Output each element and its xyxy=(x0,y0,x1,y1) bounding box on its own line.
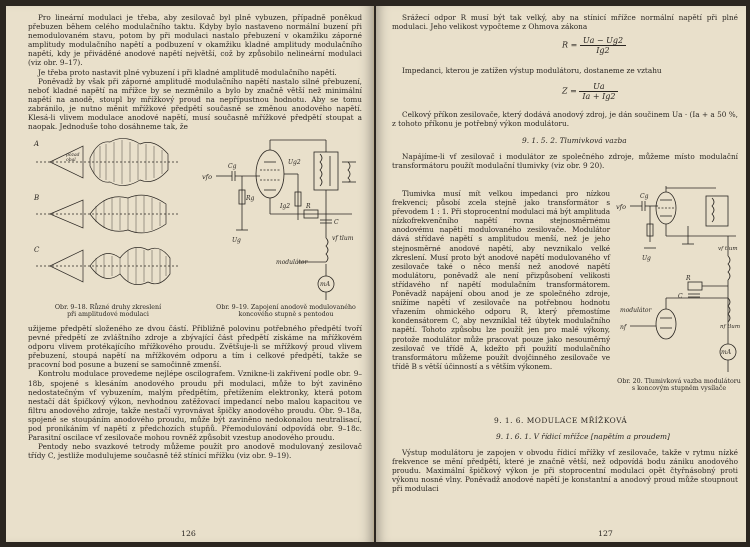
section-heading: 9. 1. 6. 1. V řídicí mřížce [napětím a proudem] xyxy=(496,432,670,441)
label-cg: Cg xyxy=(228,163,237,170)
fig-label-c: C xyxy=(34,246,40,254)
label-ma: mA xyxy=(721,349,732,356)
page-number: 127 xyxy=(598,529,613,538)
label-ig2: Ig2 xyxy=(280,203,291,210)
left-text-bottom xyxy=(28,324,362,460)
fig-label-b: B xyxy=(34,194,40,202)
left-page xyxy=(6,6,374,542)
right-intro: Srážecí odpor R musí být tak velký, aby na stínicí mřížce normální napětí při plné modulaci. Jeho velikost vypočteme z Ohmova zákona xyxy=(392,13,738,32)
fig-annotation: pozad xyxy=(66,153,80,158)
label-vf-tlum: vf tlum xyxy=(718,246,738,252)
right-power: Celkový příkon zesilovače, který dodává anodový zdroj, je dán součinem Ua · (Ia + a 50 %, z tohoto příkonu je potřebný výkon modulátoru. xyxy=(392,110,738,129)
label-vf-tlum: vf tlum xyxy=(332,235,354,242)
label-c: C xyxy=(678,293,683,300)
label-ug: Ug xyxy=(232,237,241,244)
label-vfo: vfo xyxy=(616,203,626,211)
fig-annotation: obal xyxy=(66,158,76,163)
paragraph: Pro lineární modulaci je třeba, aby zesilovač byl plně vybuzen, případně poněkud přebuzen během celého modulačního taktu. Kdyby bylo nastaveno normální buzení při nemodulovaném stavu, potom by při modulaci nastalo přebuzení v okamžiku záporné amplitudy modulačního napětí a podbuzení v okamžiku kladné amplitudy modulačního napětí, kdy je přiváděné anodové napětí největší, což by způsobilo nelineární modulaci (viz obr. 9–17). xyxy=(28,13,362,68)
paragraph: Kontrolu modulace provedeme nejlépe oscilografem. Vznikne-li zakřivení podle obr. 9–18b, spojené s klesáním anodového proudu při modulaci, může to být zaviněno nedostatečným vf vybuzením, malým předpětím, přetížením elektronky, která potom nestačí dát špičkový výkon, nevhodnou zatěžovací impedancí nebo malou kapacitou ve filtru anodového zdroje, takže nestačí vyrovnávat špičky anodového proudu. Obr. 9–18a, spojené se stoupáním anodového proudu, může být zaviněno nedokonalou neutralisací, pod pronikáním vf napětí z předchozích stupňů. Přemodulování odpovídá obr. 9–18c. Parasitní oscilace vf zesilovače mohou rovněž způsobit vzestup anodového proudu. xyxy=(28,369,362,443)
paragraph: užijeme předpětí složeného ze dvou částí. Přibližně polovinu potřebného předpětí tvoří pevné předpětí ze zvláštního zdroje a zbývající část předpětí získáme na mřížkovém odporu vlivem protékajícího mřížkového proudu. Zvětšuje-li se mřížkový proud vlivem přebuzení, stoupá napětí na mřížkovém odporu a tím i celkové předpětí, takže se pracovní bod posune a buzení se samočinně zmenší. xyxy=(28,324,362,370)
paragraph: Poněvadž by však při záporné amplitudě modulačního napětí nastalo silné přebuzení, neboť kladné napětí na mřížce by se nezměnilo a bylo by značně větší než minimální napětí na anodě, stoupl by mřížkový proud na nepřípustnou hodnotu. Aby se tomu zabránilo, je nutno měnit mřížkové předpětí současně se změnou anodového napětí. Klesá-li vlivem modulace anodové napětí, musí současně mřížkové předpětí stoupat a naopak. Jednoduše toho dosáhneme tak, že xyxy=(28,76,362,132)
right-text-bottom: Výstup modulátoru je zapojen v obvodu řídicí mřížky vf zesilovače, takže v rytmu nízké frekvence se mění předpětí, které je značně větší, než odpovídá bodu zániku anodového proudu. Maximální špičkový výkon je při stoprocentní modulaci opět čtyřnásobný proti výkonu nosné vlny. Poněvadž anodové napětí je konstantní a anodový proud může stoupnout při modulaci xyxy=(392,448,738,494)
figure-9-19 xyxy=(202,134,370,304)
label-ug2: Ug2 xyxy=(288,159,301,166)
paragraph: Pentody nebo svazkové tetrody můžeme použít pro anodově modulovaný zesilovač třídy C, jestliže modulujeme současně též stínicí mřížku (viz obr. 9–19). xyxy=(28,442,362,461)
figure-9-18 xyxy=(28,134,183,302)
label-nf: nf xyxy=(620,324,627,331)
label-ug: Ug xyxy=(642,255,651,262)
label-modulator: modulátor xyxy=(276,259,308,266)
right-tlum-column: Tlumivka musí mít velkou impedanci pro nízkou frekvenci; působí zcela stejně jako transformátor s převodem 1 : 1. Při stoprocentní modulaci má být amplituda nízkofrekvenčního napětí rovna stejnosměrnému anodovému napětí modulovaného zesilovače. Modulátor dává střídavé napětí s amplitudou menší, než je jeho stejnosměrné anodové napětí, aby nevznikalo velké zkreslení. Musí proto být anodové napětí modulovaného vf zesilovače také o něco menší než anodové napětí modulátoru, poněvadž ale není přizpůsobení velikosti střídavého nf napětí modulačním transformátorem. Poněvadž napájení obou anod je ze společného zdroje, snížíme napětí vf zesilovače na potřebnou hodnotu vřazením ohmického odporu R, který přemostíme kondensátorem C, aby nevzniklal též úbytek modulačního napětí. Tohoto způsobu lze použít jen pro malé výkony, protože modulátor může pracovat pouze jako nesouměrný zesilovač ve třídě A, kdežto při použití modulačního transformátoru můžeme použít dvojčinného zesilovače ve třídě B s větší účinností a s větším výkonem. xyxy=(392,189,610,371)
label-rg: Rg xyxy=(246,195,255,202)
right-tlum-intro: Napájíme-li vf zesilovač i modulátor ze společného zdroje, můžeme místo modulační transformátoru použít modulační tlumivky (viz obr. 9 20). xyxy=(392,152,738,171)
label-vfo: vfo xyxy=(202,173,212,181)
label-cg: Cg xyxy=(640,193,649,200)
left-text-top xyxy=(28,13,362,131)
figure-caption-9-18: Obr. 9–18. Různé druhy zkreslení při amplitudové modulaci xyxy=(54,304,162,319)
paragraph: Je třeba proto nastavit plné vybuzení i při kladné amplitudě modulačního napětí. xyxy=(38,67,337,77)
figure-caption-9-19: Obr. 9–19. Zapojení anodově modulovaného koncového stupně s pentodou xyxy=(216,304,356,319)
right-page xyxy=(376,6,746,542)
fig-label-a: A xyxy=(34,140,40,148)
label-r: R xyxy=(686,275,691,282)
label-r: R xyxy=(306,203,311,210)
section-heading: 9. 1. 5. 2. Tlumivková vazba xyxy=(522,136,627,145)
figure-9-20 xyxy=(616,186,742,376)
section-heading: 9. 1. 6. MODULACE MŘÍŽKOVÁ xyxy=(494,416,628,425)
label-c: C xyxy=(334,219,339,226)
label-nf-tlum: nf tlum xyxy=(720,324,741,330)
right-mid: Impedanci, kterou je zatížen výstup modulátoru, dostaneme ze vztahu xyxy=(402,66,662,75)
formula-r: R = $\frac{Ua - Ug2}{Ig2}$ xyxy=(562,36,626,55)
formula-z: Z = $\frac{Ua}{Ia + Ig2}$ xyxy=(562,82,618,101)
label-modulator: modulátor xyxy=(620,307,652,314)
page-number: 126 xyxy=(181,529,196,538)
figure-caption-9-20: Obr. 20. Tlumivková vazba modulátoru s koncovým stupněm vysílače xyxy=(617,378,741,393)
label-ma: mA xyxy=(320,281,331,288)
